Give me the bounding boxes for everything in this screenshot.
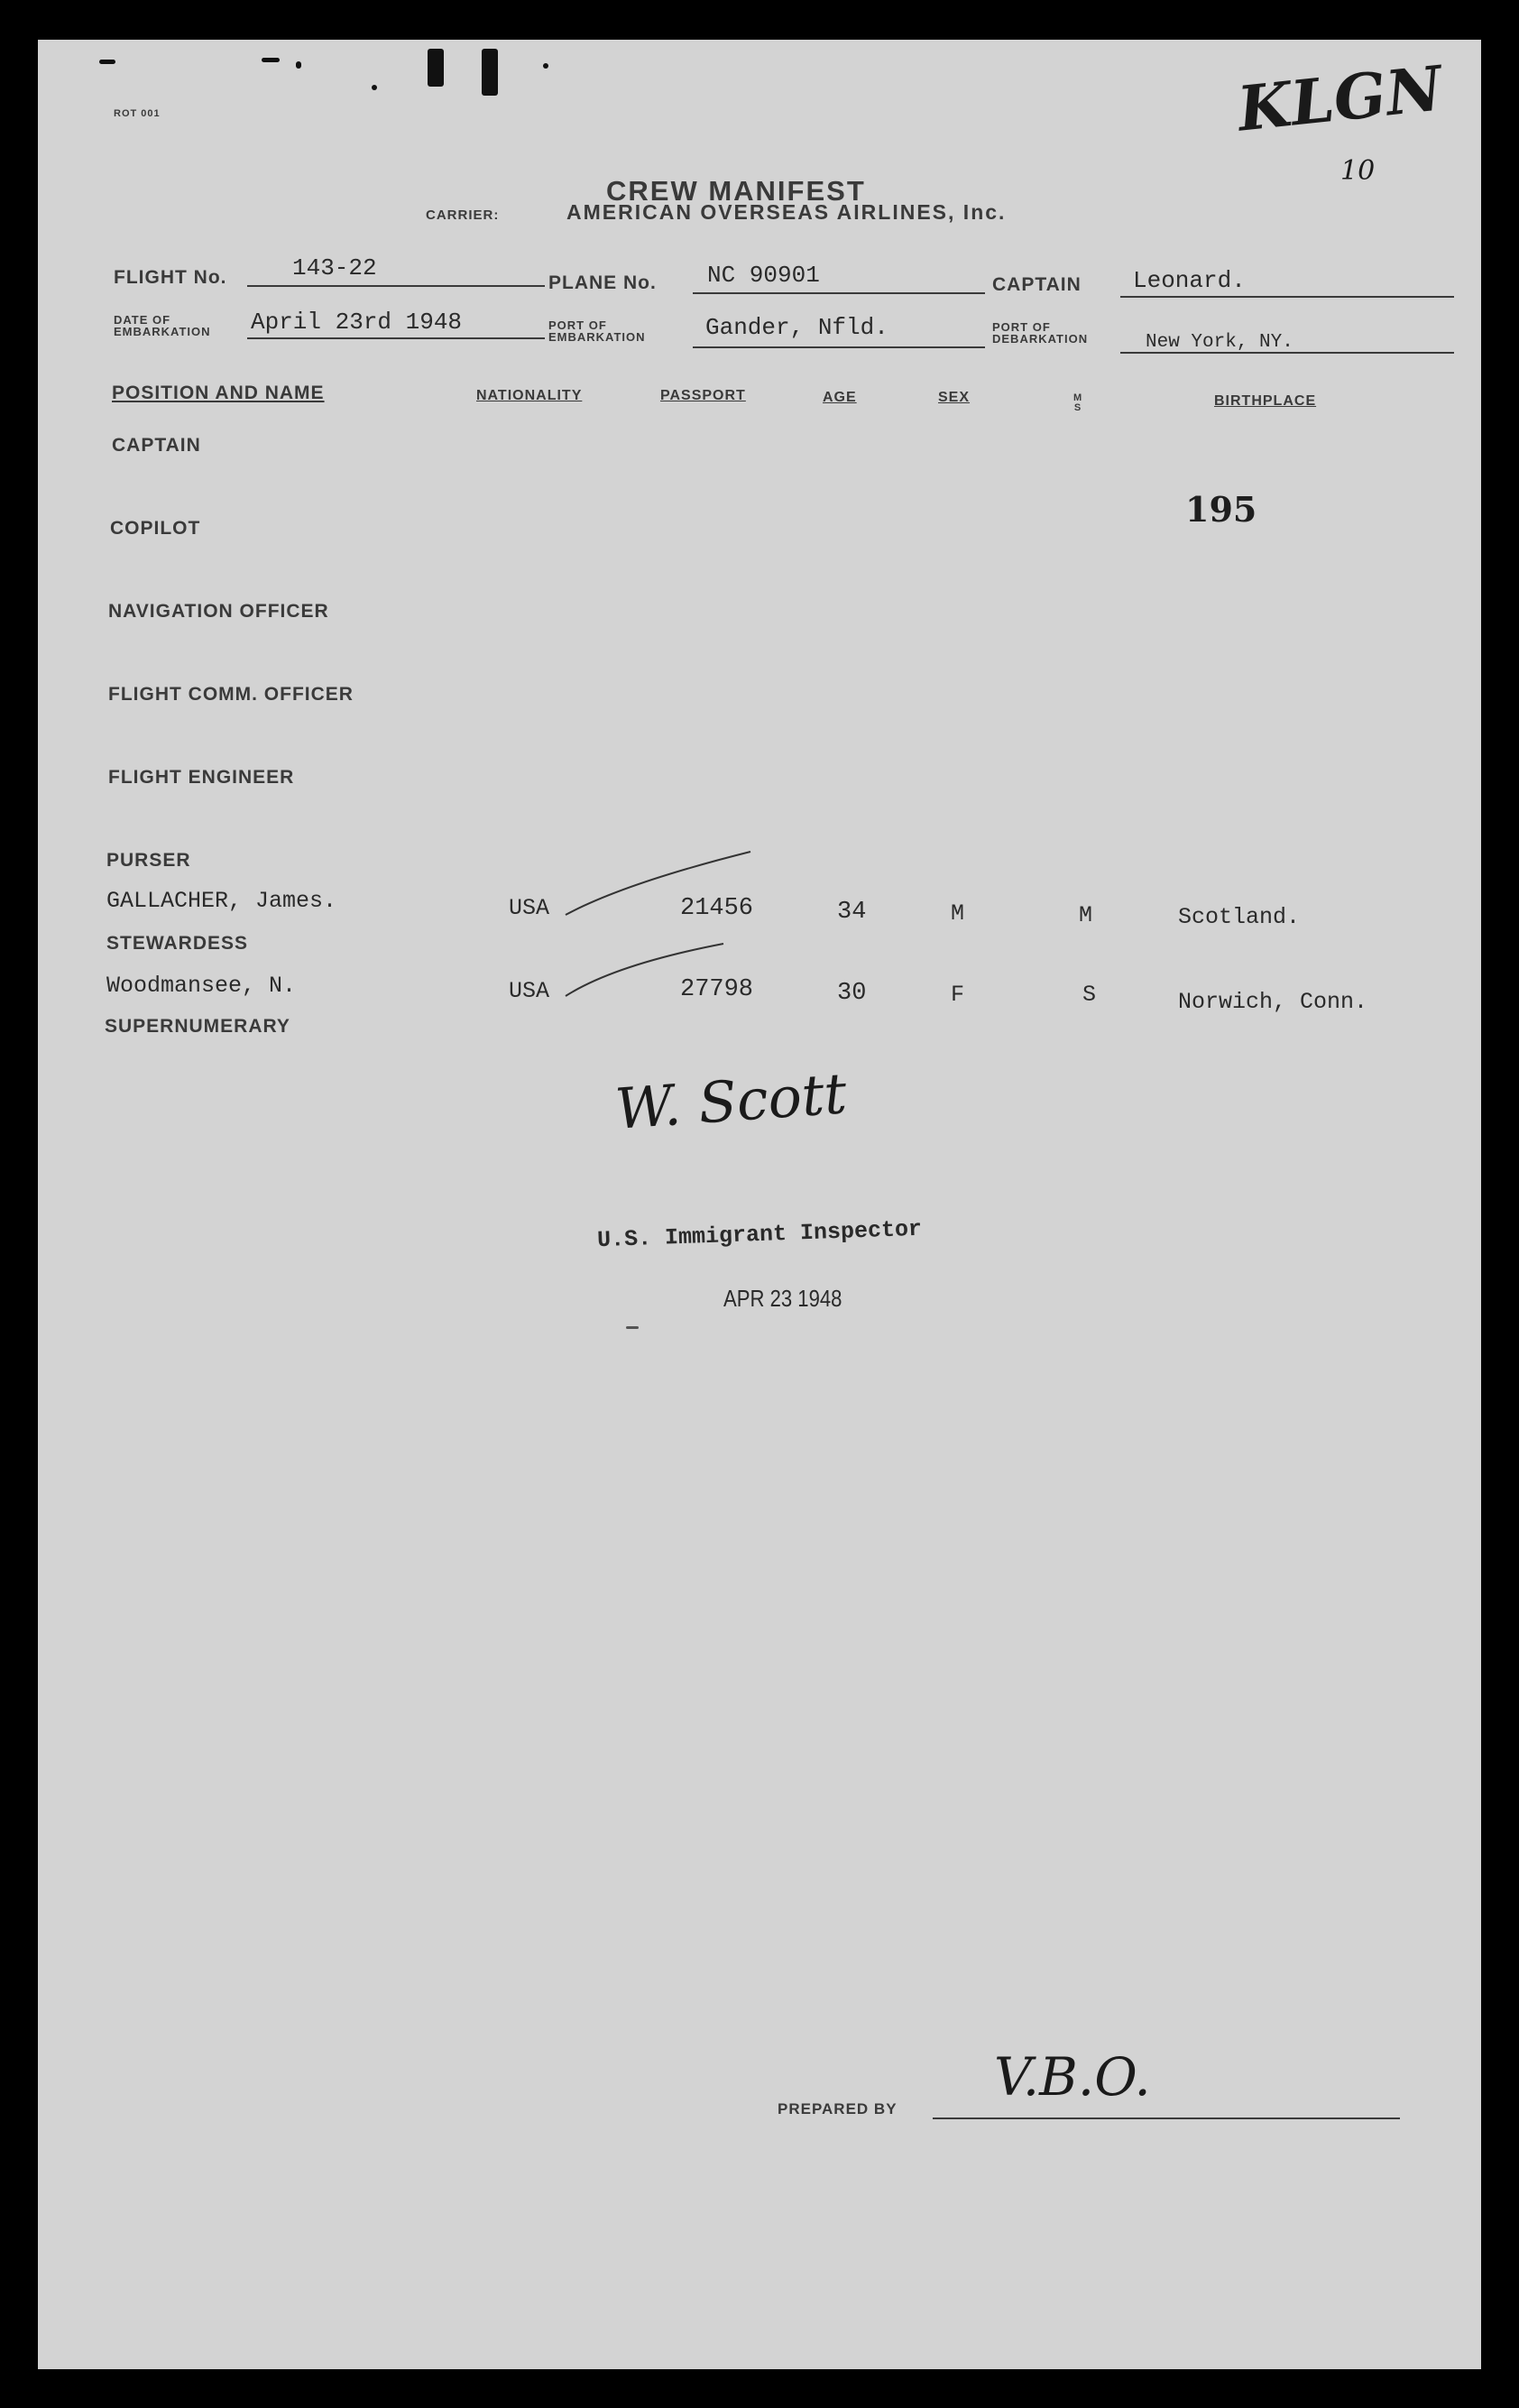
col-age: AGE (823, 390, 857, 405)
inspector-title: U.S. Immigrant Inspector (596, 1215, 923, 1254)
port-emb-label-bottom: EMBARKATION (548, 330, 646, 344)
captain-value: Leonard. (1133, 267, 1246, 294)
crew-birthplace: Scotland. (1178, 904, 1301, 930)
port-deb-label-bottom: DEBARKATION (992, 332, 1089, 346)
ink-dash (626, 1326, 639, 1329)
crew-name: Woodmansee, N. (106, 973, 297, 999)
crew-nationality: USA (509, 895, 550, 921)
date-value: April 23rd 1948 (251, 309, 463, 336)
role-supernumerary: SUPERNUMERARY (105, 1016, 290, 1037)
port-deb-label-top: PORT OF (992, 320, 1051, 334)
flight-no-value: 143-22 (292, 254, 377, 281)
crew-passport: 21456 (680, 895, 754, 922)
col-marital-top: M (1073, 392, 1083, 403)
inspection-stamp-date: APR 23 1948 (723, 1285, 842, 1312)
crew-marital: M (1079, 902, 1093, 928)
manifest-sheet (38, 40, 1481, 2369)
flight-no-label: FLIGHT No. (114, 267, 227, 288)
crew-age: 34 (837, 899, 867, 926)
role-comm: FLIGHT COMM. OFFICER (108, 684, 354, 705)
col-nationality: NATIONALITY (476, 388, 583, 403)
role-purser: PURSER (106, 850, 191, 871)
role-stewardess: STEWARDESS (106, 933, 249, 954)
check-stroke (566, 852, 750, 915)
plane-no-value: NC 90901 (707, 262, 820, 289)
check-stroke (566, 944, 723, 996)
crew-age: 30 (837, 980, 867, 1007)
prepared-by-signature: V.B.O. (994, 2046, 1151, 2108)
port-emb-label-top: PORT OF (548, 318, 607, 332)
check-strokes (38, 40, 1481, 2369)
col-position-name: POSITION AND NAME (112, 383, 325, 403)
role-captain: CAPTAIN (112, 435, 201, 456)
form-code: ROT 001 (114, 108, 161, 119)
col-passport: PASSPORT (660, 388, 746, 403)
date-label-top: DATE OF (114, 313, 171, 327)
crew-birthplace: Norwich, Conn. (1178, 989, 1368, 1015)
crew-passport: 27798 (680, 976, 754, 1003)
manifest-title: CREW MANIFEST (606, 175, 866, 207)
captain-label: CAPTAIN (992, 274, 1082, 295)
col-birthplace: BIRTHPLACE (1214, 393, 1317, 409)
port-emb-value: Gander, Nfld. (705, 314, 888, 341)
crew-sex: M (951, 900, 965, 927)
prepared-by-label: PREPARED BY (778, 2100, 898, 2117)
handwritten-page: 10 (1340, 155, 1376, 187)
carrier-name: AMERICAN OVERSEAS AIRLINES, Inc. (566, 200, 1007, 224)
plane-no-label: PLANE No. (548, 272, 657, 293)
crew-sex: F (951, 982, 965, 1008)
role-copilot: COPILOT (110, 518, 201, 539)
stamp-number: 195 (1185, 489, 1257, 530)
crew-marital: S (1082, 982, 1097, 1008)
role-navigation: NAVIGATION OFFICER (108, 601, 329, 622)
prepared-by-line (933, 2117, 1400, 2119)
col-sex: SEX (938, 390, 971, 405)
date-label-bottom: EMBARKATION (114, 325, 211, 338)
col-marital-bottom: S (1073, 402, 1082, 413)
port-deb-value: New York, NY. (1146, 332, 1293, 353)
crew-nationality: USA (509, 978, 550, 1004)
carrier-label: CARRIER: (426, 208, 500, 223)
crew-name: GALLACHER, James. (106, 888, 337, 914)
inspector-signature: W. Scott (612, 1060, 849, 1142)
role-engineer: FLIGHT ENGINEER (108, 767, 295, 788)
handwritten-code: KLGN (1234, 52, 1446, 146)
